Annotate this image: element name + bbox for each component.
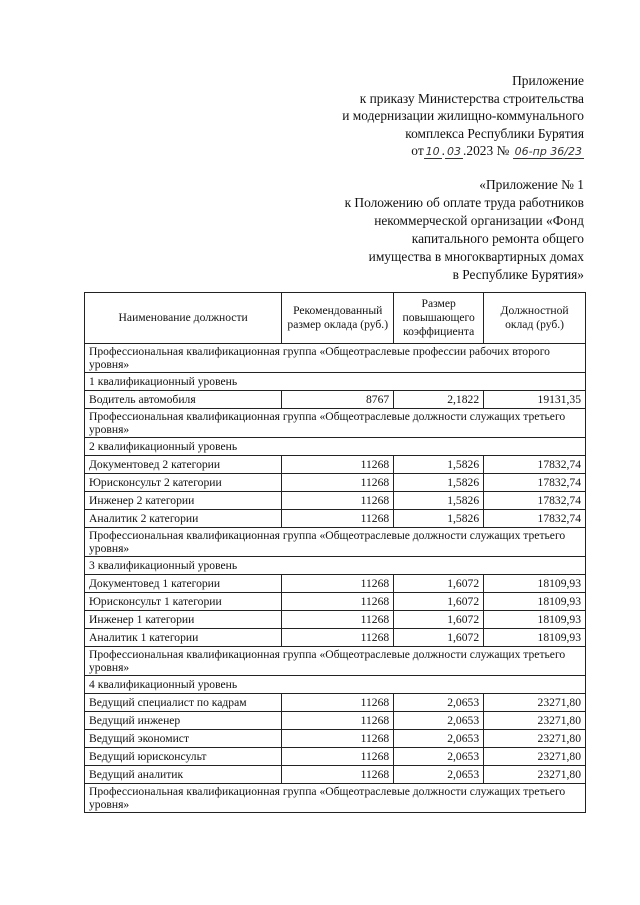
annex-line-3: некоммерческой организации «Фонд — [374, 213, 584, 228]
recommended-salary-cell: 11268 — [282, 694, 394, 712]
qualification-level-label: 2 квалификационный уровень — [85, 438, 586, 456]
position-name-cell: Ведущий экономист — [85, 730, 282, 748]
coefficient-cell: 2,0653 — [394, 712, 484, 730]
appendix-title: Приложение — [512, 73, 584, 88]
table-row — [85, 730, 586, 748]
position-salary-cell: 17832,74 — [484, 510, 586, 528]
handwritten-month: 03 — [447, 145, 462, 159]
recommended-salary-cell: 8767 — [282, 391, 394, 409]
qualification-group-label: Профессиональная квалификационная группа «Общеотраслевые должности служащих третьего уровня» — [85, 409, 586, 438]
qualification-group-label: Профессиональная квалификационная группа «Общеотраслевые профессии рабочих второго уровня» — [85, 344, 586, 373]
position-name-cell: Водитель автомобиля — [85, 391, 282, 409]
recommended-salary-cell: 11268 — [282, 575, 394, 593]
header-coefficient: Размер повышающего коэффициента — [394, 293, 484, 344]
qualification-level-label: 1 квалификационный уровень — [85, 373, 586, 391]
position-name-cell: Юрисконсульт 2 категории — [85, 474, 282, 492]
position-salary-cell: 23271,80 — [484, 694, 586, 712]
position-salary-cell: 19131,35 — [484, 391, 586, 409]
coefficient-cell: 1,6072 — [394, 629, 484, 647]
position-salary-cell: 18109,93 — [484, 629, 586, 647]
table-row — [85, 748, 586, 766]
appendix-order-line: к приказу Министерства строительства — [359, 90, 584, 106]
qualification-level-label: 4 квалификационный уровень — [85, 676, 586, 694]
qualification-group-label: Профессиональная квалификационная группа «Общеотраслевые должности служащих третьего уровня» — [85, 528, 586, 557]
coefficient-cell: 1,5826 — [394, 510, 484, 528]
position-name-cell: Аналитик 1 категории — [85, 629, 282, 647]
annex-line-5: имущества в многоквартирных домах — [368, 249, 584, 264]
annex-line-1: «Приложение № 1 — [479, 177, 584, 192]
table-row — [85, 510, 586, 528]
position-salary-cell: 23271,80 — [484, 730, 586, 748]
table-row — [85, 694, 586, 712]
qualification-group-row — [85, 647, 586, 676]
table-row — [85, 593, 586, 611]
coefficient-cell: 2,1822 — [394, 391, 484, 409]
position-salary-cell: 23271,80 — [484, 748, 586, 766]
coefficient-cell: 2,0653 — [394, 766, 484, 784]
coefficient-cell: 1,5826 — [394, 492, 484, 510]
coefficient-cell: 1,6072 — [394, 593, 484, 611]
position-salary-cell: 17832,74 — [484, 474, 586, 492]
position-name-cell: Ведущий аналитик — [85, 766, 282, 784]
qualification-level-row — [85, 373, 586, 391]
recommended-salary-cell: 11268 — [282, 712, 394, 730]
qualification-group-label: Профессиональная квалификационная группа «Общеотраслевые должности служащих третьего уровня» — [85, 784, 586, 813]
position-salary-cell: 17832,74 — [484, 492, 586, 510]
qualification-group-row — [85, 528, 586, 557]
date-year: .2023 № — [463, 143, 510, 159]
recommended-salary-cell: 11268 — [282, 593, 394, 611]
annex-header — [345, 176, 584, 284]
table-row — [85, 575, 586, 593]
position-name-cell: Ведущий инженер — [85, 712, 282, 730]
coefficient-cell: 2,0653 — [394, 748, 484, 766]
salary-table — [84, 292, 586, 813]
table-row — [85, 766, 586, 784]
qualification-group-row — [85, 409, 586, 438]
recommended-salary-cell: 11268 — [282, 492, 394, 510]
position-salary-cell: 18109,93 — [484, 575, 586, 593]
position-name-cell: Ведущий юрисконсульт — [85, 748, 282, 766]
position-salary-cell: 17832,74 — [484, 456, 586, 474]
position-name-cell: Инженер 2 категории — [85, 492, 282, 510]
recommended-salary-cell: 11268 — [282, 456, 394, 474]
annex-line-6: в Республике Бурятия» — [452, 267, 584, 282]
table-row — [85, 629, 586, 647]
position-name-cell: Инженер 1 категории — [85, 611, 282, 629]
coefficient-cell: 1,5826 — [394, 456, 484, 474]
recommended-salary-cell: 11268 — [282, 730, 394, 748]
position-salary-cell: 18109,93 — [484, 593, 586, 611]
table-row — [85, 391, 586, 409]
annex-line-2: к Положению об оплате труда работников — [344, 195, 584, 210]
position-salary-cell: 18109,93 — [484, 611, 586, 629]
appendix-header — [342, 72, 584, 160]
coefficient-cell: 1,6072 — [394, 575, 484, 593]
table-row — [85, 712, 586, 730]
position-name-cell: Документовед 2 категории — [85, 456, 282, 474]
recommended-salary-cell: 11268 — [282, 474, 394, 492]
appendix-republic-line: комплекса Республики Бурятия — [405, 125, 584, 141]
position-name-cell: Аналитик 2 категории — [85, 510, 282, 528]
qualification-group-row — [85, 784, 586, 813]
position-name-cell: Ведущий специалист по кадрам — [85, 694, 282, 712]
header-position-name: Наименование должности — [85, 293, 282, 344]
position-name-cell: Юрисконсульт 1 категории — [85, 593, 282, 611]
position-name-cell: Документовед 1 категории — [85, 575, 282, 593]
appendix-ministry-line: и модернизации жилищно-коммунального — [342, 108, 584, 124]
position-salary-cell: 23271,80 — [484, 766, 586, 784]
annex-line-4: капитального ремонта общего — [411, 231, 584, 246]
table-row — [85, 492, 586, 510]
recommended-salary-cell: 11268 — [282, 611, 394, 629]
header-position-salary: Должностной оклад (руб.) — [484, 293, 586, 344]
date-prefix: от — [411, 143, 424, 159]
table-body — [85, 344, 586, 813]
table-row — [85, 456, 586, 474]
handwritten-order-number: 06-пр 36/23 — [514, 145, 582, 159]
coefficient-cell: 1,6072 — [394, 611, 484, 629]
recommended-salary-cell: 11268 — [282, 629, 394, 647]
recommended-salary-cell: 11268 — [282, 510, 394, 528]
table-row — [85, 611, 586, 629]
recommended-salary-cell: 11268 — [282, 766, 394, 784]
table-header-row — [85, 293, 586, 344]
table-row — [85, 474, 586, 492]
position-salary-cell: 23271,80 — [484, 712, 586, 730]
qualification-level-row — [85, 676, 586, 694]
qualification-group-label: Профессиональная квалификационная группа «Общеотраслевые должности служащих третьего уровня» — [85, 647, 586, 676]
handwritten-day: 10 — [425, 145, 440, 159]
coefficient-cell: 2,0653 — [394, 694, 484, 712]
coefficient-cell: 2,0653 — [394, 730, 484, 748]
coefficient-cell: 1,5826 — [394, 474, 484, 492]
qualification-group-row — [85, 344, 586, 373]
qualification-level-row — [85, 438, 586, 456]
header-recommended-salary: Рекомендованный размер оклада (руб.) — [282, 293, 394, 344]
qualification-level-row — [85, 557, 586, 575]
appendix-date-line: от 10 . 03 .2023 № 06-пр 36/23 — [411, 143, 582, 159]
recommended-salary-cell: 11268 — [282, 748, 394, 766]
qualification-level-label: 3 квалификационный уровень — [85, 557, 586, 575]
